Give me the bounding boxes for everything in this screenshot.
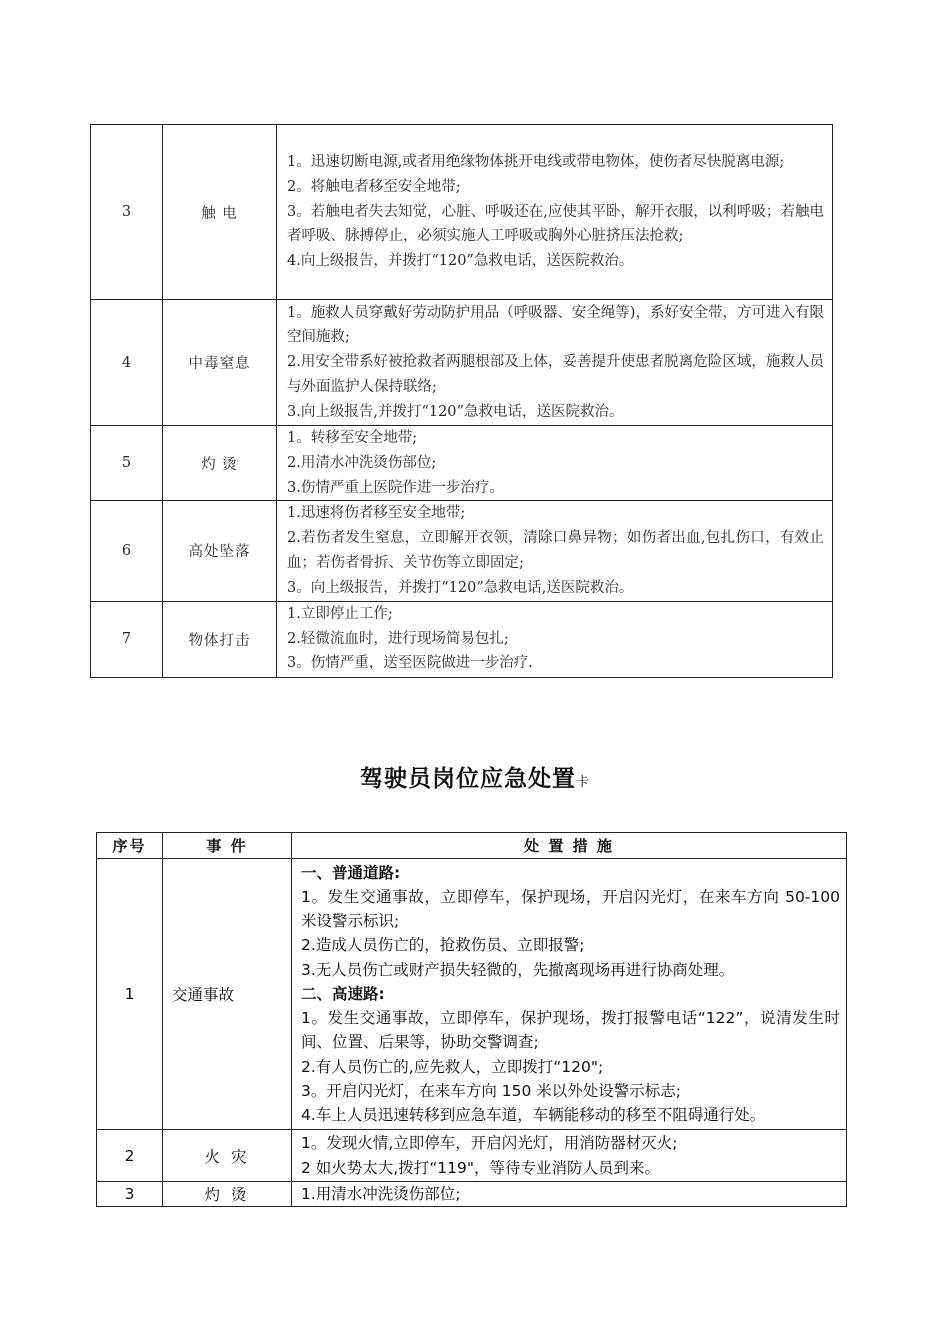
measure-line: 2.用安全带系好被抢救者两腿根部及上体，妥善提升使患者脱离危险区域，施救人员与外面监护人保持联络; (287, 354, 824, 395)
measure-line: 1.迅速将伤者移至安全地带; (287, 505, 466, 522)
row-measures (292, 1182, 847, 1207)
header-measures: 处 置 措 施 (292, 833, 847, 859)
table-driver-emergency (96, 832, 847, 1207)
measure-line: 3。向上级报告，并拨打“120”急救电话,送医院救治。 (287, 579, 634, 596)
measure-line: 1。发生交通事故，立即停车，保护现场，开启闪光灯，在来车方向 50-100 米设警示标识; (301, 888, 840, 931)
row-number: 2 (97, 1130, 163, 1182)
row-measures (292, 859, 847, 1130)
row-measures (277, 300, 833, 426)
table-emergency-continued (90, 124, 833, 678)
title-main: 驾驶员岗位应急处置 (359, 766, 576, 792)
row-measures (277, 501, 833, 601)
measure-line: 1。转移至安全地带; (287, 430, 418, 446)
row-event: 灼 烫 (163, 1182, 292, 1207)
measure-line: 1。发现火情,立即停车，开启闪光灯，用消防器材灭火; (301, 1134, 678, 1153)
measure-line: 3.向上级报告,并拨打“120”急救电话，送医院救治。 (287, 403, 624, 420)
measure-line: 2.用清水冲洗烫伤部位; (287, 454, 437, 471)
table-row (91, 501, 833, 601)
row-event: 高处坠落 (163, 501, 277, 601)
table-row (97, 859, 847, 1130)
row-number: 6 (91, 501, 163, 601)
row-measures (277, 601, 833, 677)
row-event: 灼 烫 (163, 426, 277, 501)
row-number: 3 (97, 1182, 163, 1207)
row-number: 7 (91, 601, 163, 677)
row-measures (277, 426, 833, 501)
measure-subheading: 二、高速路: (301, 984, 385, 1003)
measure-line: 4.车上人员迅速转移到应急车道，车辆能移动的移至不阻碍通行处。 (301, 1105, 766, 1124)
row-event: 火 灾 (163, 1130, 292, 1182)
row-event: 中毒窒息 (163, 300, 277, 426)
measure-line: 2。将触电者移至安全地带; (287, 178, 461, 195)
table-header-row (97, 833, 847, 859)
measure-line: 1。发生交通事故，立即停车，保护现场，拨打报警电话“122”，说清发生时间、位置、后果等，协助交警调查; (301, 1009, 840, 1052)
measure-line: 3。若触电者失去知觉，心脏、呼吸还在,应使其平卧，解开衣服，以利呼吸；若触电者呼吸、脉搏停止，必须实施人工呼吸或胸外心脏挤压法抢救; (287, 203, 824, 245)
title-suffix: 卡 (575, 775, 590, 790)
measure-line: 2.若伤者发生窒息，立即解开衣领，清除口鼻异物；如伤者出血,包扎伤口，有效止血；若伤者骨折、关节伤等立即固定; (287, 530, 824, 571)
table-row (91, 125, 833, 300)
measure-subheading: 一、普通道路: (301, 863, 401, 882)
table-row (91, 426, 833, 501)
measure-line: 3。开启闪光灯，在来车方向 150 米以外处设警示标志; (301, 1081, 682, 1100)
row-event: 交通事故 (163, 859, 292, 1130)
measure-line: 1.立即停止工作; (287, 605, 393, 622)
header-event: 事 件 (163, 833, 292, 859)
row-measures (292, 1130, 847, 1182)
page-title (0, 760, 950, 793)
row-measures (277, 125, 833, 300)
table-row (91, 300, 833, 426)
measure-line: 2 如火势太大,拨打“119"，等待专业消防人员到来。 (301, 1158, 660, 1177)
header-number: 序号 (97, 833, 163, 859)
measure-line: 2.轻微流血时，进行现场简易包扎; (287, 630, 509, 647)
measure-line: 1。迅速切断电源,或者用绝缘物体挑开电线或带电物体，使伤者尽快脱离电源; (287, 154, 785, 170)
table-row (97, 1182, 847, 1207)
row-number: 5 (91, 426, 163, 501)
row-number: 1 (97, 859, 163, 1130)
row-number: 3 (91, 125, 163, 300)
row-number: 4 (91, 300, 163, 426)
measure-line: 3.伤情严重上医院作进一步治疗。 (287, 479, 504, 496)
measure-line: 2.造成人员伤亡的，抢救伤员、立即报警; (301, 936, 585, 955)
table-row (91, 601, 833, 677)
measure-line: 2.有人员伤亡的,应先救人，立即拨打“120"; (301, 1057, 604, 1076)
table-row (97, 1130, 847, 1182)
measure-line: 3。伤情严重，送至医院做进一步治疗. (287, 655, 533, 672)
row-event: 物体打击 (163, 601, 277, 677)
measure-line: 3.无人员伤亡或财产损失轻微的，先撤离现场再进行协商处理。 (301, 960, 735, 979)
row-event: 触 电 (163, 125, 277, 300)
measure-line: 4.向上级报告，并拨打“120”急救电话，送医院救治。 (287, 253, 634, 270)
measure-line: 1。施救人员穿戴好劳动防护用品（呼吸器、安全绳等)，系好安全带，方可进入有限空间施救; (287, 304, 824, 346)
measure-line: 1.用清水冲洗烫伤部位; (301, 1185, 461, 1203)
